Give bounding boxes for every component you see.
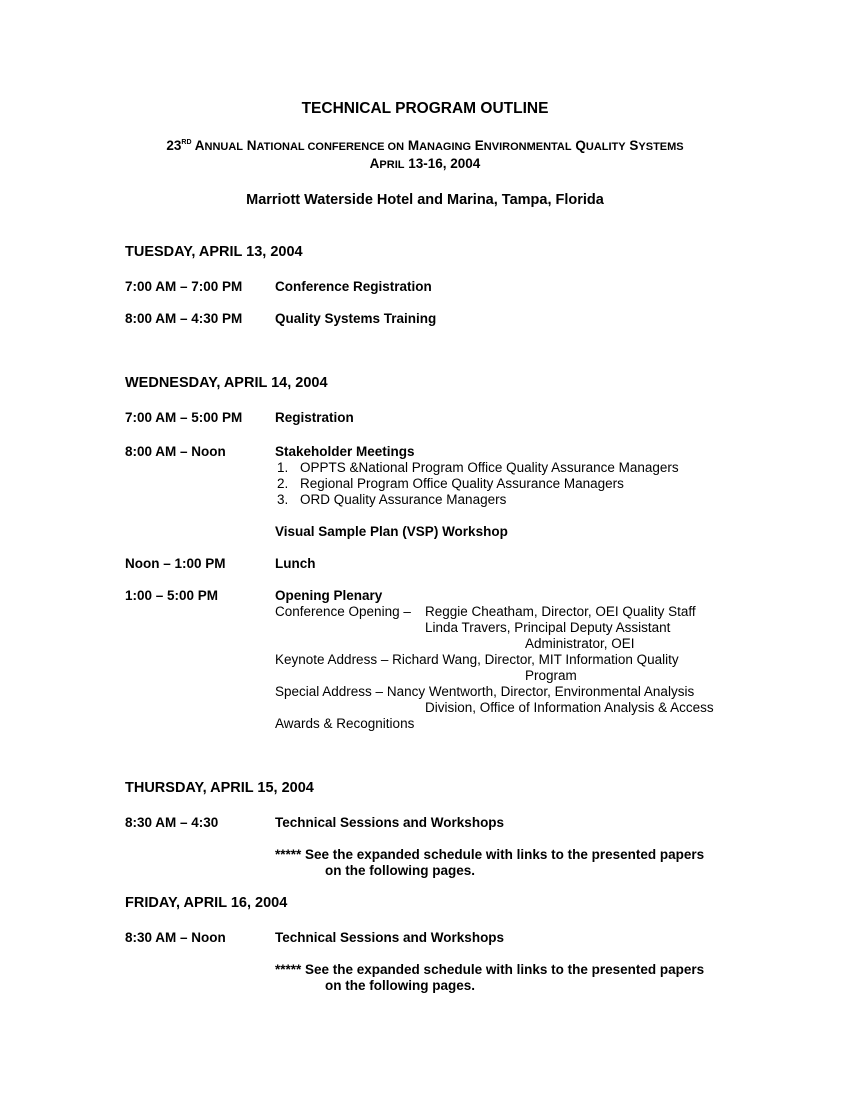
venue: Marriott Waterside Hotel and Marina, Tampa, Florida: [246, 192, 604, 208]
time-slot: 8:30 AM – Noon: [125, 930, 226, 945]
list-item-number: 3.: [277, 492, 289, 507]
conf-word-initial: N: [246, 138, 257, 153]
conference-name: [0, 138, 850, 153]
day-heading-tuesday: TUESDAY, APRIL 13, 2004: [125, 244, 303, 260]
time-slot: 8:00 AM – Noon: [125, 444, 226, 459]
conf-word-rest: YSTEMS: [638, 141, 684, 153]
plenary-speaker-cont: Administrator, OEI: [525, 636, 635, 651]
session-title: Visual Sample Plan (VSP) Workshop: [275, 524, 508, 539]
session-title: Registration: [275, 410, 354, 425]
session-title: Opening Plenary: [275, 588, 383, 603]
conf-word-initial: S: [629, 138, 639, 153]
session-title: Conference Registration: [275, 279, 432, 294]
document-title: TECHNICAL PROGRAM OUTLINE: [301, 100, 549, 117]
plenary-keynote: Keynote Address – Richard Wang, Director, MIT Information Quality: [275, 652, 679, 667]
session-title: Lunch: [275, 556, 316, 571]
list-item-number: 1.: [277, 460, 289, 475]
day-heading-thursday: THURSDAY, APRIL 15, 2004: [125, 780, 314, 796]
conf-word-initial: A: [194, 138, 205, 153]
plenary-special: Special Address – Nancy Wentworth, Director, Environmental Analysis: [275, 684, 695, 699]
list-item: Regional Program Office Quality Assurance Managers: [300, 476, 624, 491]
dates-value: 13-16, 2004: [408, 156, 481, 171]
dates-initial: A: [369, 156, 380, 171]
time-slot: 1:00 – 5:00 PM: [125, 588, 219, 603]
schedule-note-cont: on the following pages.: [325, 978, 475, 993]
time-slot: 7:00 AM – 5:00 PM: [125, 410, 243, 425]
schedule-note-cont: on the following pages.: [325, 863, 475, 878]
plenary-keynote-cont: Program: [525, 668, 577, 683]
plenary-awards: Awards & Recognitions: [275, 716, 415, 731]
conf-word-initial: M: [407, 138, 420, 153]
time-slot: 8:30 AM – 4:30: [125, 815, 219, 830]
conf-word-rest: UALITY: [585, 141, 626, 153]
conference-dates: [0, 156, 850, 171]
session-title: Quality Systems Training: [275, 311, 437, 326]
conf-word-rest: NVIRONMENTAL: [483, 141, 572, 153]
time-slot: 8:00 AM – 4:30 PM: [125, 311, 243, 326]
time-slot: 7:00 AM – 7:00 PM: [125, 279, 243, 294]
conference-number: 23: [166, 138, 182, 153]
plenary-speaker: Reggie Cheatham, Director, OEI Quality Staff: [425, 604, 696, 619]
session-title: Technical Sessions and Workshops: [275, 815, 505, 830]
session-title: Technical Sessions and Workshops: [275, 930, 505, 945]
day-heading-friday: FRIDAY, APRIL 16, 2004: [125, 895, 288, 911]
list-item-number: 2.: [277, 476, 289, 491]
session-title: Stakeholder Meetings: [275, 444, 415, 459]
plenary-speaker: Linda Travers, Principal Deputy Assistant: [425, 620, 671, 635]
plenary-label: Conference Opening –: [275, 604, 411, 619]
schedule-note: ***** See the expanded schedule with links to the presented papers: [275, 962, 705, 977]
conf-word-rest: NNUAL: [204, 141, 244, 153]
schedule-note: ***** See the expanded schedule with links to the presented papers: [275, 847, 705, 862]
conf-word-initial: E: [474, 138, 484, 153]
day-heading-wednesday: WEDNESDAY, APRIL 14, 2004: [125, 375, 328, 391]
dates-rest: PRIL: [379, 159, 405, 171]
list-item: OPPTS &National Program Office Quality Assurance Managers: [300, 460, 679, 475]
plenary-special-cont: Division, Office of Information Analysis & Access: [425, 700, 714, 715]
conf-word-initial: Q: [575, 138, 586, 153]
conf-word-rest: ANAGING: [419, 141, 472, 153]
time-slot: Noon – 1:00 PM: [125, 556, 226, 571]
conference-number-suffix: RD: [181, 139, 192, 146]
list-item: ORD Quality Assurance Managers: [300, 492, 507, 507]
conf-word-rest: ATIONAL CONFERENCE ON: [256, 141, 405, 153]
